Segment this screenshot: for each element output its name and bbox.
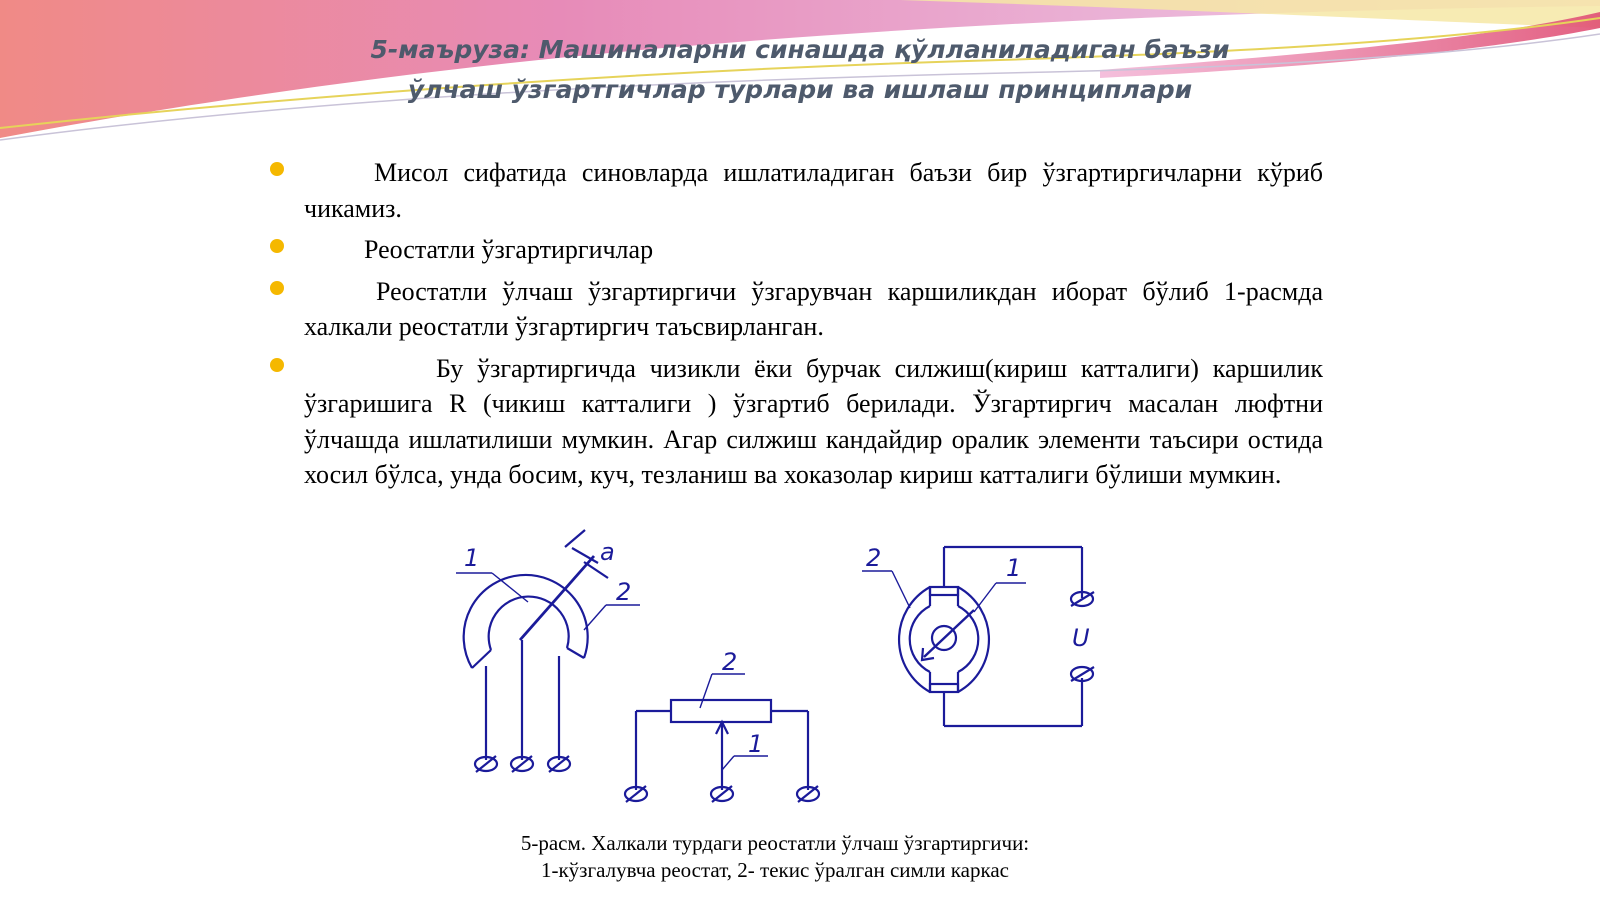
linear-label-1: 1 <box>748 730 764 758</box>
ring-label-2: 2 <box>616 578 632 606</box>
split-label-1: 1 <box>1006 554 1022 582</box>
ring-rheostat-drawing <box>456 530 640 772</box>
linear-label-2: 2 <box>722 648 738 676</box>
caption-line-1: 5-расм. Халкали турдаги реостатли ўлчаш ўзгартиргичи: <box>520 831 1030 855</box>
figure-caption <box>420 830 1130 884</box>
bullet-text: Бу ўзгартиргичда чизикли ёки бурчак силжиш(кириш катталиги) каршилик ўзгаришига R (чикиш катталиги ) ўзгартиб берилади. Ўзгартиргич масалан люфтни ўлчашда ишлатилиши мумкин. Агар силжиш кандайдир оралик элементи таъсири остида хосил бўлса, унда босим, куч, тезланиш ва хоказолар кириш катталиги бўлиши мумкин. <box>304 353 1323 489</box>
title-line-2: ўлчаш ўзгартгичлар турлари ва ишлаш принциплари <box>407 75 1193 104</box>
caption-line-2: 1-кўзгалувча реостат, 2- текис ўралган симли каркас <box>540 858 1010 882</box>
split-label-u: U <box>1072 624 1090 652</box>
bullet-text: Реостатли ўлчаш ўзгартиргичи ўзгарувчан каршиликдан иборат бўлиб 1-расмда халкали реостатли ўзгартиргич таъсвирланган. <box>304 276 1323 341</box>
bullet-text: Реостатли ўзгартиргичлар <box>364 235 654 264</box>
bullet-text: Мисол сифатида синовларда ишлатиладиган баъзи бир ўзгартиргичларни кўриб чикамиз. <box>304 158 1323 223</box>
title-line-1: 5-маъруза: Машиналарни синашда қўлланиладиган баъзи <box>370 35 1230 64</box>
split-label-2: 2 <box>866 544 882 572</box>
split-ring-rheostat-drawing <box>862 547 1094 726</box>
ring-label-a: a <box>600 538 615 566</box>
linear-rheostat-drawing <box>625 674 819 802</box>
ring-label-1: 1 <box>464 544 480 572</box>
